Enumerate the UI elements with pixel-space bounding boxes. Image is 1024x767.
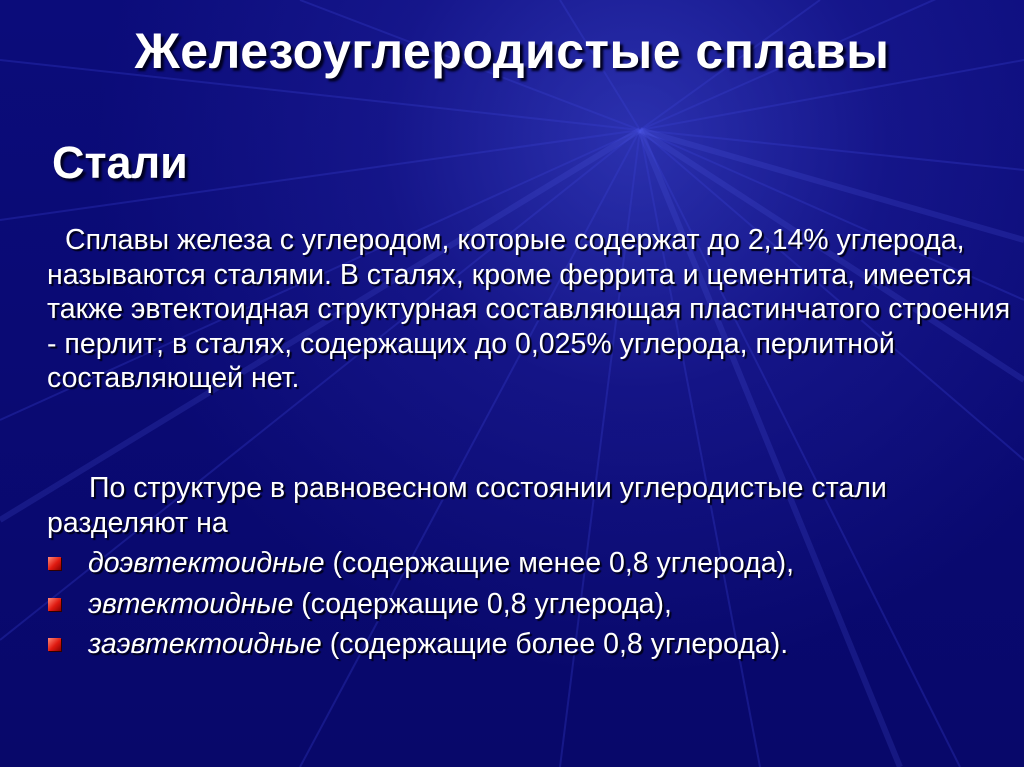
steel-type-description: (содержащие более 0,8 углерода). <box>321 628 789 660</box>
steel-type-term: эвтектоидные <box>88 587 294 620</box>
list-item <box>46 545 794 586</box>
definition-paragraph <box>47 223 1022 396</box>
section-heading: Стали <box>52 137 188 188</box>
classification-text: По структуре в равновесном состоянии углеродистые стали разделяют на <box>47 472 887 539</box>
steel-type-term: заэвтектоидные <box>88 628 322 660</box>
steel-type-description: (содержащие 0,8 углерода), <box>293 587 672 620</box>
definition-text: Сплавы железа с углеродом, которые содержат до 2,14% углерода, называются сталями. В сталях, кроме феррита и цементита, имеется также эвтектоидная структурная составляющая пластинчатого строения - перлит; в сталях, содержащих до 0,025% углерода, перлитной составляющей нет. <box>47 224 1011 394</box>
square-bullet-icon <box>48 638 61 651</box>
steel-types-list <box>46 545 794 667</box>
classification-paragraph <box>47 471 987 540</box>
steel-type-term: доэвтектоидные <box>88 547 325 579</box>
list-item <box>46 626 794 667</box>
slide-title: Железоуглеродистые сплавы <box>134 23 890 79</box>
list-item <box>46 586 794 627</box>
square-bullet-icon <box>48 598 61 611</box>
steel-type-description: (содержащие менее 0,8 углерода), <box>324 547 794 579</box>
square-bullet-icon <box>48 557 61 570</box>
